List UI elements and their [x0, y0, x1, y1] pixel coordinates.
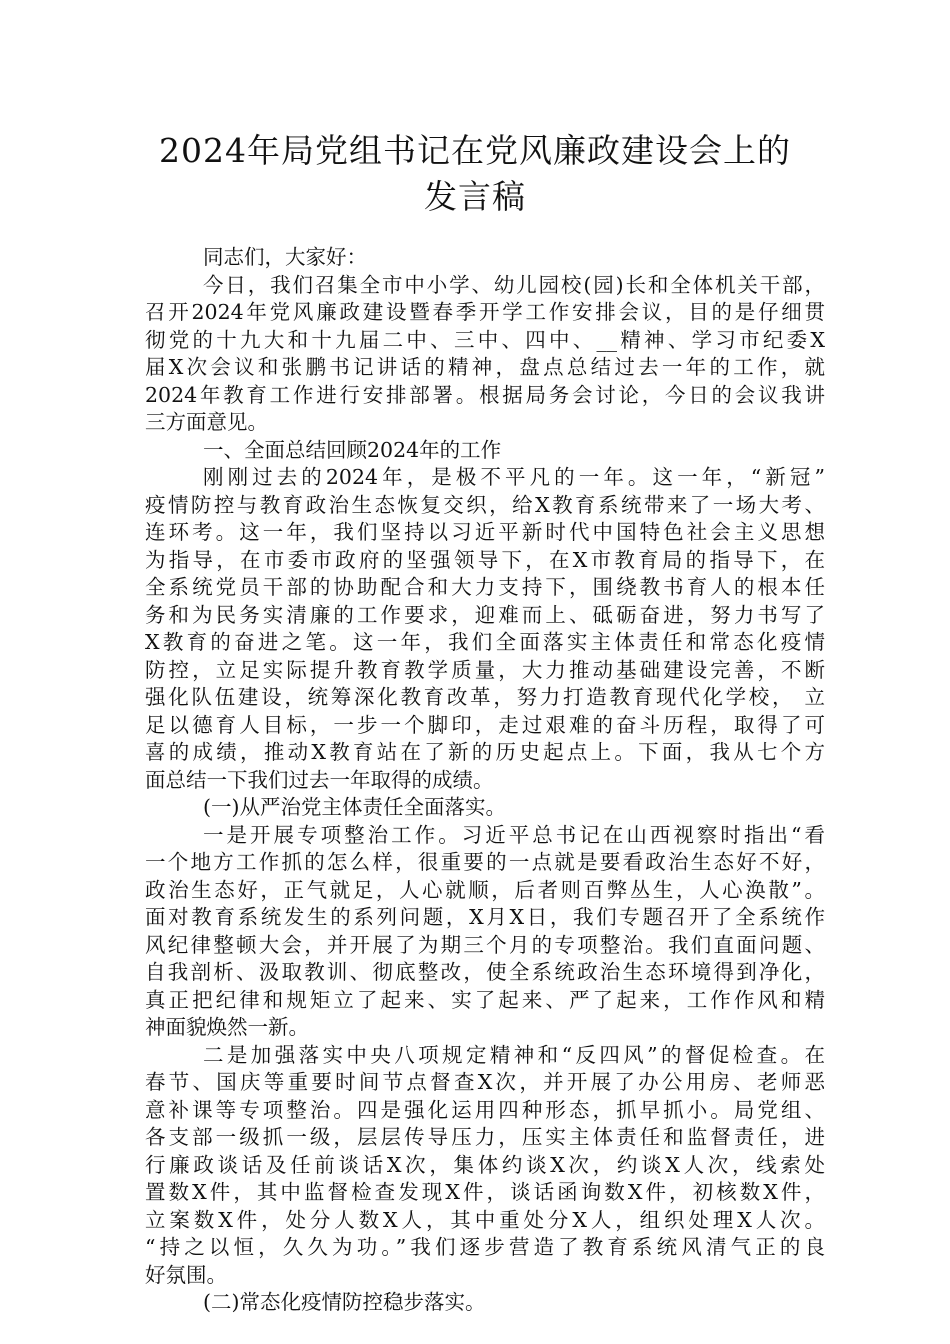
body-text-line: 自我剖析、汲取教训、彻底整改，使全系统政治生态环境得到净化，: [145, 960, 825, 984]
body-text-line: 为指导，在市委市政府的坚强领导下，在X市教育局的指导下，在: [145, 547, 825, 572]
body-text-line: 召开2024年党风廉政建设暨春季开学工作安排会议，目的是仔细贯: [145, 300, 825, 324]
body-text-line: 行廉政谈话及任前谈话X次，集体约谈X次，约谈X人次，线索处: [145, 1152, 825, 1177]
body-text-line: 同志们，大家好：: [203, 245, 367, 269]
body-text-line: 三方面意见。: [145, 410, 268, 434]
body-text-line: 置数X件，其中监督检查发现X件，谈话函询数X件，初核数X件，: [145, 1180, 825, 1204]
body-text-line: 二是加强落实中央八项规定精神和“反四风”的督促检查。在: [203, 1042, 825, 1067]
body-text-line: 足以德育人目标，一步一个脚印，走过艰难的奋斗历程，取得了可: [145, 712, 825, 737]
body-text-line: 全系统党员干部的协助配合和大力支持下，围绕教书育人的根本任: [145, 575, 825, 599]
body-text-line: 强化队伍建设，统筹深化教育改革，努力打造教育现代化学校， 立: [145, 685, 825, 709]
body-text-line: 2024年教育工作进行安排部署。根据局务会讨论，今日的会议我讲: [145, 382, 825, 407]
body-text-line: 今日，我们召集全市中小学、幼儿园校(园)长和全体机关干部，: [203, 272, 825, 297]
document-title-line-1: 2024年局党组书记在党风廉政建设会上的: [159, 131, 791, 170]
body-text-line: X教育的奋进之笔。这一年，我们全面落实主体责任和常态化疫情: [145, 630, 825, 654]
body-text-line: (二)常态化疫情防控稳步落实。: [203, 1290, 486, 1314]
body-text-line: 连环考。这一年，我们坚持以习近平新时代中国特色社会主义思想: [145, 520, 825, 544]
body-text-line: 立案数X件，处分人数X人，其中重处分X人，组织处理X人次。: [145, 1207, 825, 1232]
body-text-line: 疫情防控与教育政治生态恢复交织，给X教育系统带来了一场大考、: [145, 492, 825, 517]
body-text-line: 风纪律整顿大会，并开展了为期三个月的专项整治。我们直面问题、: [145, 932, 825, 957]
body-text-line: 喜的成绩，推动X教育站在了新的历史起点上。下面，我从七个方: [145, 740, 825, 764]
document-title-line-2: 发言稿: [424, 177, 526, 216]
body-text-line: 届X次会议和张鹏书记讲话的精神，盘点总结过去一年的工作，就: [145, 355, 825, 379]
body-text-line: 好氛围。: [145, 1262, 227, 1287]
body-text-line: 各支部一级抓一级，层层传导压力，压实主体责任和监督责任，进: [145, 1125, 825, 1149]
body-text-line: 务和为民务实清廉的工作要求，迎难而上、砥砺奋进，努力书写了: [145, 602, 825, 627]
body-text-line: 一是开展专项整治工作。习近平总书记在山西视察时指出“看: [203, 822, 825, 847]
body-text-line: 神面貌焕然一新。: [145, 1015, 309, 1039]
body-text-line: 意补课等专项整治。四是强化运用四种形态，抓早抓小。局党组、: [145, 1097, 825, 1122]
body-text-line: 一个地方工作抓的怎么样，很重要的一点就是要看政治生态好不好，: [145, 850, 825, 874]
document-title: [120, 128, 830, 220]
body-text-line: 一、全面总结回顾2024年的工作: [203, 437, 502, 462]
body-text-line: 彻党的十九大和十九届二中、三中、四中、__精神、学习市纪委X: [145, 327, 825, 352]
body-text-line: 面对教育系统发生的系列问题，X月X日，我们专题召开了全系统作: [145, 905, 825, 929]
body-text-line: “持之以恒，久久为功。”我们逐步营造了教育系统风清气正的良: [145, 1235, 825, 1259]
body-text-line: 刚刚过去的2024年，是极不平凡的一年。这一年，“新冠”: [203, 465, 825, 489]
body-text-line: 春节、国庆等重要时间节点督查X次，并开展了办公用房、老师恶: [145, 1070, 825, 1094]
body-text-line: (一)从严治党主体责任全面落实。: [203, 795, 506, 819]
body-text-line: 面总结一下我们过去一年取得的成绩。: [145, 767, 494, 792]
body-text-line: 真正把纪律和规矩立了起来、实了起来、严了起来，工作作风和精: [145, 987, 825, 1012]
document-body: [145, 244, 825, 1317]
body-text-line: 政治生态好，正气就足，人心就顺，后者则百弊丛生，人心涣散”。: [145, 877, 825, 902]
body-text-line: 防控，立足实际提升教育教学质量，大力推动基础建设完善，不断: [145, 657, 825, 682]
